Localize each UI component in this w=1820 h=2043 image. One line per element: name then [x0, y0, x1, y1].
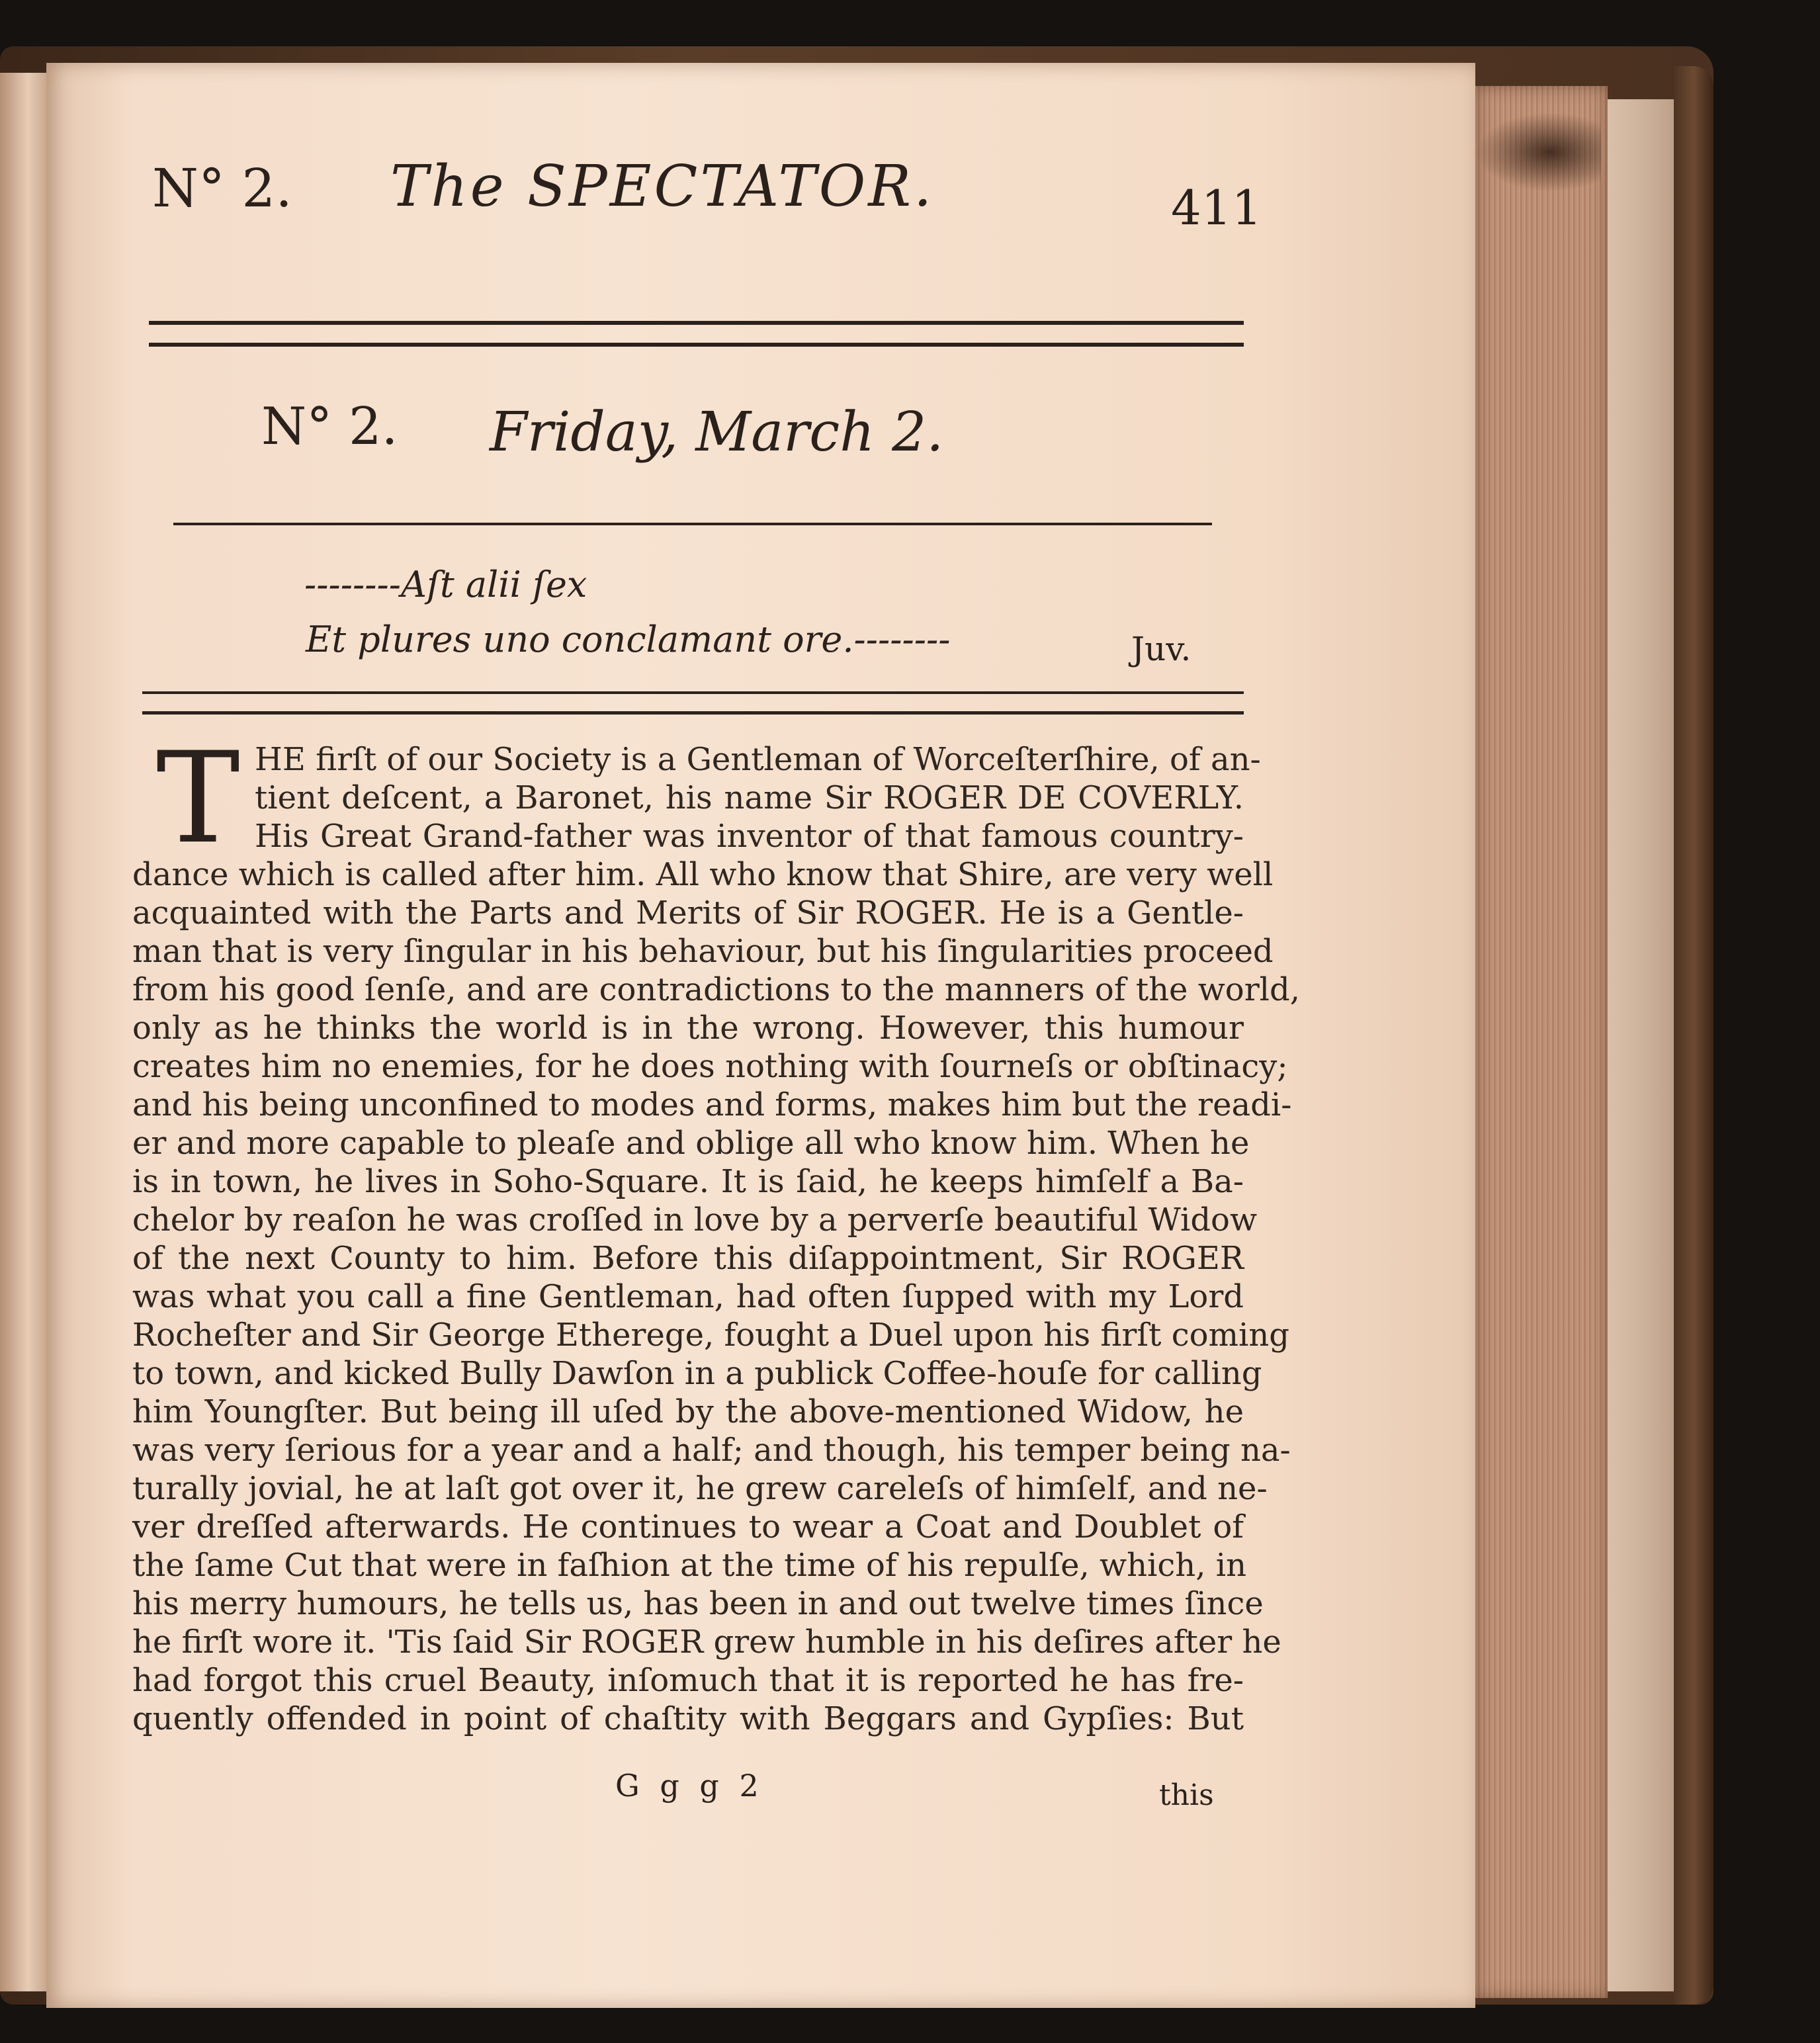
fore-edge-stain: [1475, 112, 1601, 192]
body-line: the ſame Cut that were in faſhion at the time of his repulſe, which, in: [132, 1547, 1246, 1584]
body-line: from his good ſenſe, and are contradictions to the manners of the world,: [132, 971, 1300, 1008]
body-line: er and more capable to pleaſe and oblige all who know him. When he: [132, 1125, 1250, 1162]
body-line: was very ſerious for a year and a half; and though, his temper being na-: [132, 1432, 1291, 1469]
issue-date: Friday, March 2.: [490, 401, 944, 464]
head-rule-bottom: [149, 343, 1244, 347]
leather-binding: [1674, 66, 1713, 2005]
motto-line-2: Et plures uno conclamant ore.--------: [306, 619, 951, 660]
body-line: creates him no enemies, for he does nothing with ſourneſs or obſtinacy;: [132, 1048, 1288, 1085]
motto-rule-top: [142, 691, 1244, 694]
endpaper-board: [1608, 99, 1680, 1991]
body-line: acquainted with the Parts and Merits of Sir ROGER. He is a Gentle-: [132, 894, 1244, 932]
head-rule-top: [149, 321, 1244, 325]
body-line: man that is very ſingular in his behaviour, but his ſingularities proceed: [132, 933, 1274, 970]
body-line: HE firſt of our Society is a Gentleman of Worceſterſhire, of an-: [255, 741, 1261, 778]
body-line: tient deſcent, a Baronet, his name Sir ROGER DE COVERLY.: [255, 779, 1244, 816]
body-line: had forgot this cruel Beauty, inſomuch that it is reported he has fre-: [132, 1662, 1244, 1699]
catchword: this: [1159, 1778, 1214, 1812]
body-line: ver dreſſed afterwards. He continues to wear a Coat and Doublet of: [132, 1508, 1244, 1545]
issue-rule: [173, 523, 1212, 525]
body-line: only as he thinks the world is in the wrong. However, this humour: [132, 1010, 1244, 1047]
motto-source: Juv.: [1131, 630, 1192, 668]
body-line: to town, and kicked Bully Dawſon in a publick Coffee-houſe for calling: [132, 1355, 1262, 1392]
body-line: him Youngſter. But being ill uſed by the above-mentioned Widow, he: [132, 1393, 1244, 1430]
motto-line-1: --------Aſt alii ſex: [304, 564, 587, 605]
running-head-title: The SPECTATOR.: [390, 153, 935, 220]
motto-rule-bottom: [142, 711, 1244, 715]
facing-page-edge: [0, 73, 46, 1991]
drop-cap: T: [156, 725, 240, 871]
issue-number: N° 2.: [261, 397, 398, 456]
body-line: was what you call a fine Gentleman, had often ſupped with my Lord: [132, 1278, 1244, 1315]
running-head-number: N° 2.: [152, 157, 292, 219]
body-line: his merry humours, he tells us, has been in and out twelve times ſince: [132, 1585, 1264, 1622]
page-number: 411: [1171, 180, 1262, 236]
body-line: chelor by reaſon he was croſſed in love by a perverſe beautiful Widow: [132, 1201, 1258, 1239]
body-line: he firſt wore it. 'Tis ſaid Sir ROGER grew humble in his deſires after he: [132, 1624, 1281, 1661]
page-fore-edge: [1475, 86, 1608, 1998]
body-line: is in town, he lives in Soho-Square. It is ſaid, he keeps himſelf a Ba-: [132, 1163, 1244, 1200]
signature-mark: G g g 2: [615, 1768, 764, 1804]
body-line: dance which is called after him. All who know that Shire, are very well: [132, 856, 1274, 893]
body-line: Rocheſter and Sir George Etherege, fought a Duel upon his firſt coming: [132, 1317, 1289, 1354]
body-line: of the next County to him. Before this diſappointment, Sir ROGER: [132, 1240, 1244, 1277]
body-line: quently offended in point of chaſtity with Beggars and Gypſies: But: [132, 1700, 1244, 1737]
body-line: His Great Grand-father was inventor of that famous country-: [255, 818, 1244, 855]
body-line: turally jovial, he at laſt got over it, he grew careleſs of himſelf, and ne-: [132, 1470, 1268, 1507]
body-line: and his being unconfined to modes and forms, makes him but the readi-: [132, 1086, 1292, 1123]
